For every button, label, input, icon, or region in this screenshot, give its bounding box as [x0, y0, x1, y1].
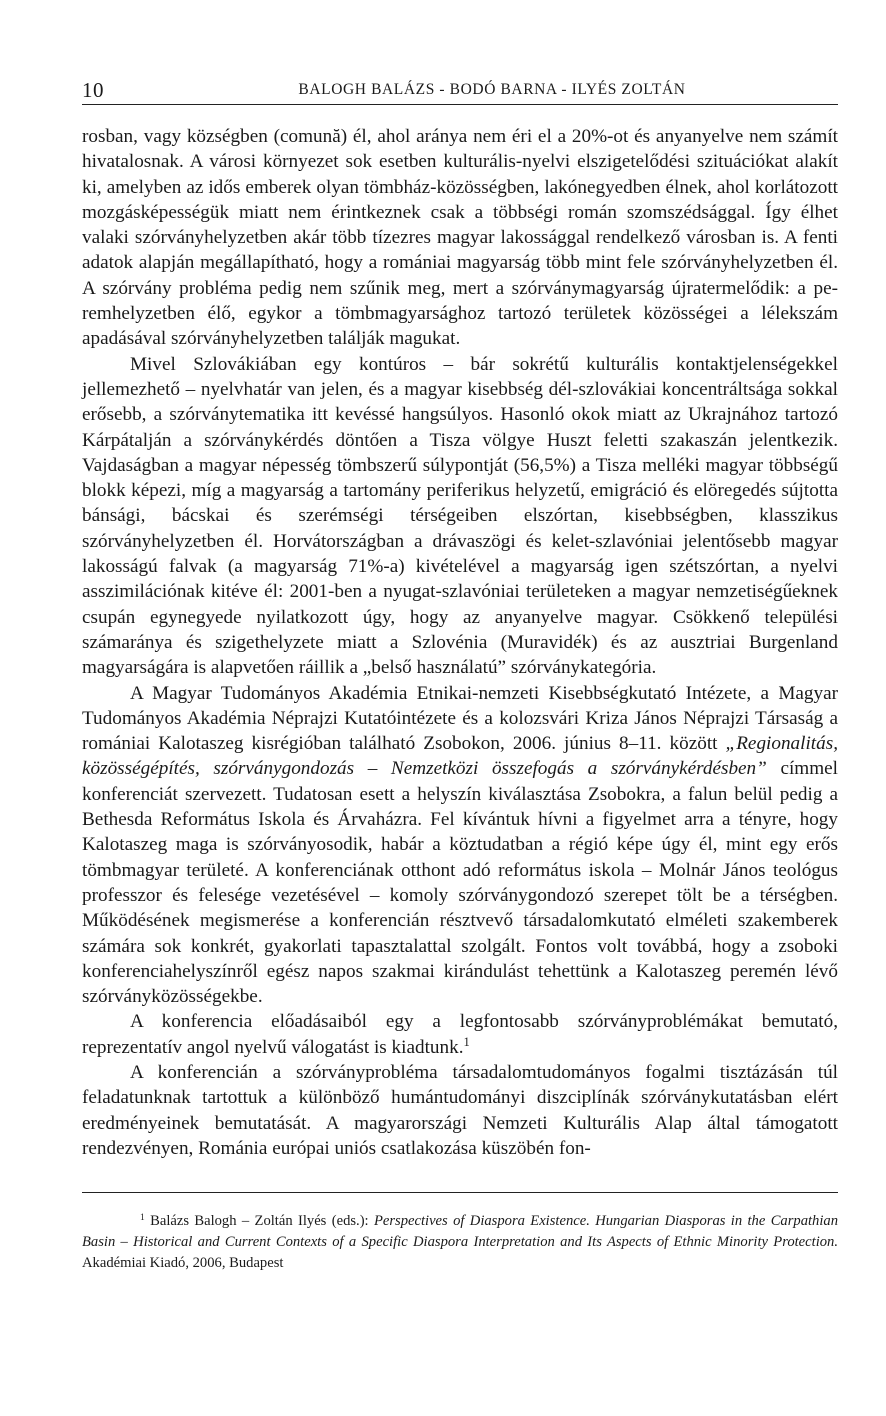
footnote [82, 1211, 838, 1274]
text-run: címmel konferenciát szervezett. Tudatosan esett a helyszín kiválasztása Zsobokra, a falun belül pedig a Bethesda Református Iskola és Árvaházra. Fel kívántuk hívni a figyelmet arra a tényre, hogy Kalotaszeg maga is szórványosodik, habár a köztudatban a régió képe úgy él, mint egy erős tömbmagyar területé. A konferenciának otthont adó református iskola – Molnár János teológus professzor és felesége vezetésével – komoly szórványgondozó szerepet tölt be a térségben. Működésének megismerése a konferencián résztvevő társadalomkutató elméleti szakemberek számára sok konkrét, gyakorlati tapasztalattal szolgált. Fontos volt továbbá, hogy a zsoboki konferenciahelyszínről egész napos szakmai kirándulást tehettünk a Kalotaszeg peremén lévő szórványközösségekbe. [82, 758, 838, 1008]
text-run: A Magyar Tudományos Akadémia Etnikai-nemzeti Kisebbségkutató Intézete, a Magyar Tudományos Akadémia Néprajzi Kutatóintézete és a kolozsvári Kriza János Néprajzi Társaság a romániai Kalotaszeg kisrégióban található Zsobokon, 2006. június 8–11. között [82, 682, 838, 755]
text-run: Akadémiai Kiadó, 2006, Budapest [82, 1255, 284, 1271]
body-text [82, 124, 838, 1161]
footnote-marker: 1 [140, 1212, 145, 1223]
paragraph [82, 352, 838, 681]
paragraph [82, 1060, 838, 1161]
text-run: A konferencia előadásaiból egy a legfontosabb szórványproblémákat bemutató, reprezentatív angol nyelvű válogatást is kiadtunk. [82, 1011, 838, 1058]
text-run: A konferencián a szórványprobléma társadalomtudományos fogalmi tisztázásán túl feladatunknak tartottuk a különböző humántudományi diszciplínák szórványkutatásban elért eredményeinek bemutatását. A magyarországi Nemzeti Kulturális Alap által támogatott rendezvényen, Románia európai uniós csatlakozása küszöbén fon- [82, 1061, 838, 1159]
italic-text: Perspectives of Diaspora Existence. Hungarian Diasporas in the Carpathian Basin – Historical and Current Contexts of a Specific Diaspora Interpretation and Its Aspects of Ethnic Minority Protection. [82, 1213, 839, 1250]
footnote-divider [82, 1192, 838, 1193]
text-run: Mivel Szlovákiában egy kontúros – bár sokrétű kulturális kontaktjelenségekkel jellemezhető – nyelvhatár van jelen, és a magyar kisebbség dél-szlovákiai koncentráltsága sokkal erősebb, a szórványtematika itt kevéssé hangsúlyos. Hasonló okok miatt az Ukrajnához tartozó Kárpátalján a szórványkérdés döntően a Tisza völgye Huszt feletti szakaszán jelentkezik. Vajdaságban a magyar népesség tömbszerű súlypontját (56,5%) a Tisza melléki magyar többségű blokk képezi, míg a magyarság a tartomány periferikus helyzetű, emigráció és elöregedés sújtotta bánsági, bácskai és szerémségi térségeiben elszórtan, kisebbségben, klasszikus szórványhelyzetben él. Horvátországban a drávaszögi és kelet-szlavóniai jelentősebb magyar lakosságú falvak (a magyarság 71%-a) kivételével a magyarság igen szétszórtan, a nyelvi asszimilációnak kitéve él: 2001-ben a nyugat-szlavóniai területeken a magyar nemzetiségűeknek csupán egynegyede nyilatkozott úgy, hogy az anyanyelve magyar. Csökkenő települési számaránya és szigethelyzete miatt a Szlovénia (Muravidék) és az ausztriai Burgenland magyarságára is alapvetően ráillik a „belső használatú” szórványkategória. [82, 353, 838, 679]
page-number: 10 [82, 78, 104, 102]
text-run: rosban, vagy községben (comună) él, ahol aránya nem éri el a 20%-ot és anyanyelve nem számít hivatalosnak. A városi környezet sok esetben kulturális-nyelvi elszigetelődési szituációkat alakít ki, amelyben az idős emberek olyan tömbház-közösségben, lakónegyedben élnek, ahol korlátozott mozgásképességük miatt nem érintkeznek csak a többségi román szomszédsággal. Így élhet valaki szórványhelyzetben akár több tízezres magyar lakossággal rendelkező városban is. A fenti adatok alapján megállapítható, hogy a romániai magyarság több mint fele szórványhelyzetben él. A szórvány probléma pedig nem szűnik meg, mert a szórványmagyarság újratermelődik: a peremhelyzetben élő, egykor a tömbmagyarsághoz tartozó területek közösségei a lélekszám apadásával szórványhelyzetben találják magukat. [82, 126, 838, 350]
running-head: BALOGH BALÁZS - BODÓ BARNA - ILYÉS ZOLTÁN [298, 81, 686, 98]
page-header [82, 76, 838, 105]
text-run: Balázs Balogh – Zoltán Ilyés (eds.): [144, 1213, 374, 1229]
paragraph [82, 1009, 838, 1060]
footnote-reference: 1 [463, 1034, 470, 1049]
italic-text: „Regionalitás, közösségépítés, szórványgondozás – Nemzetközi összefogás a szórványkérdésben” [82, 733, 838, 780]
paragraph [82, 681, 838, 1010]
paragraph [82, 124, 838, 352]
